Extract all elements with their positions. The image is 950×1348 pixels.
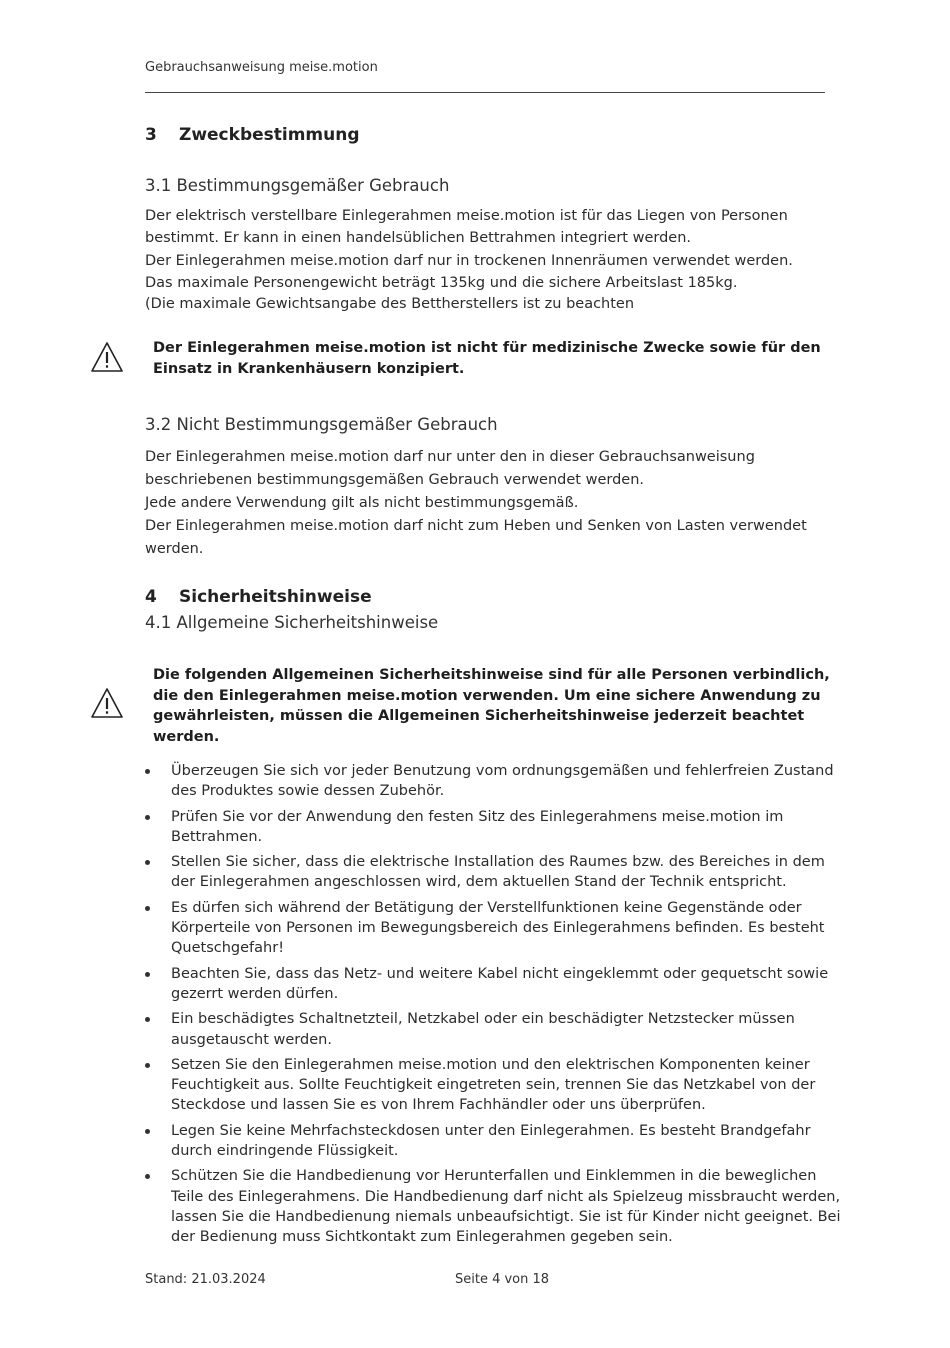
subsection-3-1-body <box>145 206 825 316</box>
section-4-heading <box>145 587 372 607</box>
list-item-text: Legen Sie keine Mehrfachsteckdosen unter den Einlegerahmen. Es besteht Brandgefahr durch eindringende Flüssigkeit. <box>171 1122 811 1160</box>
paragraph-line: Der Einlegerahmen meise.motion darf nicht zum Heben und Senken von Lasten verwendet werden. <box>145 518 807 557</box>
list-item-text: Prüfen Sie vor der Anwendung den festen Sitz des Einlegerahmens meise.motion im Bettrahmen. <box>171 808 784 845</box>
paragraph: Das maximale Personengewicht beträgt 135kg und die sichere Arbeitslast 185kg. <box>145 274 738 291</box>
warning-triangle-icon <box>90 687 124 719</box>
list-item-text: Setzen Sie den Einlegerahmen meise.motion und den elektrischen Komponenten keiner Feuchtigkeit aus. Sollte Feuchtigkeit eingetreten sein, trennen Sie das Netzkabel von der Steckdose und lassen Sie es von Ihrem Fachhändler oder uns überprüfen. <box>171 1056 816 1114</box>
paragraph-line: Jede andere Verwendung gilt als nicht bestimmungsgemäß. <box>145 495 579 511</box>
paragraph: (Die maximale Gewichtsangabe des Bettherstellers ist zu beachten <box>145 296 635 312</box>
bullet-icon <box>145 1063 150 1068</box>
warning-triangle-icon <box>90 341 124 373</box>
subsection-4-1-title: 4.1 Allgemeine Sicherheitshinweise <box>145 613 439 632</box>
header-divider <box>145 92 825 93</box>
list-item <box>145 1009 850 1050</box>
list-item <box>145 1166 850 1247</box>
bullet-icon <box>145 972 150 977</box>
subsection-3-2-body <box>145 446 825 561</box>
section-3-heading <box>145 125 360 145</box>
list-item-text: Beachten Sie, dass das Netz- und weitere Kabel nicht eingeklemmt oder gequetscht sowie gezerrt werden dürfen. <box>171 965 829 1002</box>
bullet-icon <box>145 906 150 911</box>
list-item <box>145 1121 850 1162</box>
bullet-icon <box>145 815 150 820</box>
footer-date: Stand: 21.03.2024 <box>145 1272 266 1287</box>
list-item <box>145 1055 850 1116</box>
warning-medical-use: Der Einlegerahmen meise.motion ist nicht für medizinische Zwecke sowie für den Einsatz in Krankenhäusern konzipiert. <box>153 340 821 377</box>
footer-page-number: Seite 4 von 18 <box>455 1272 550 1287</box>
paragraph: Der elektrisch verstellbare Einlegerahmen meise.motion ist für das Liegen von Personen bestimmt. Er kann in einen handelsüblichen Bettrahmen integriert werden. <box>145 208 788 246</box>
subsection-3-1-title: 3.1 Bestimmungsgemäßer Gebrauch <box>145 176 450 195</box>
list-item-text: Ein beschädigtes Schaltnetzteil, Netzkabel oder ein beschädigter Netzstecker müssen ausgetauscht werden. <box>171 1011 795 1048</box>
bullet-icon <box>145 1129 150 1134</box>
list-item <box>145 761 850 802</box>
section-3-number: 3 <box>145 125 157 145</box>
paragraph-line: Der Einlegerahmen meise.motion darf nur unter den in dieser Gebrauchsanweisung <box>145 449 755 465</box>
safety-instructions-list <box>145 761 850 1253</box>
list-item-text: Schützen Sie die Handbedienung vor Herunterfallen und Einklemmen in die beweglichen Teile des Einlegerahmens. Die Handbedienung darf nicht als Spielzeug missbraucht werden, lassen Sie die Handbedienung niemals unbeaufsichtigt. Sie ist für Kinder nicht geeignet. Bei der Bedienung muss Sichtkontakt zum Einlegerahmen gegeben sein. <box>171 1168 841 1246</box>
list-item-text: Stellen Sie sicher, dass die elektrische Installation des Raumes bzw. des Bereiches in dem der Einlegerahmen angeschlossen wird, dem aktuellen Stand der Technik entspricht. <box>171 854 825 891</box>
bullet-icon <box>145 1017 150 1022</box>
paragraph-line: beschriebenen bestimmungsgemäßen Gebrauch verwendet werden. <box>145 472 644 488</box>
subsection-3-2-title: 3.2 Nicht Bestimmungsgemäßer Gebrauch <box>145 415 498 434</box>
section-3-title: Zweckbestimmung <box>179 125 360 145</box>
list-item <box>145 807 850 848</box>
bullet-icon <box>145 1174 150 1179</box>
bullet-icon <box>145 860 150 865</box>
list-item <box>145 898 850 959</box>
list-item <box>145 852 850 893</box>
list-item <box>145 964 850 1005</box>
section-4-number: 4 <box>145 587 157 607</box>
paragraph: Der Einlegerahmen meise.motion darf nur in trockenen Innenräumen verwendet werden. <box>145 253 793 269</box>
list-item-text: Es dürfen sich während der Betätigung der Verstellfunktionen keine Gegenstände oder Körperteile von Personen im Bewegungsbereich des Einlegerahmens befinden. Es besteht Quetschgefahr! <box>171 899 825 957</box>
warning-general-safety: Die folgenden Allgemeinen Sicherheitshinweise sind für alle Personen verbindlich, die den Einlegerahmen meise.motion verwenden. Um eine sichere Anwendung zu gewährleisten, müssen die Allgemeinen Sicherheitshinweise jederzeit beachtet werden. <box>153 667 830 745</box>
bullet-icon <box>145 769 150 774</box>
section-4-title: Sicherheitshinweise <box>179 587 372 607</box>
list-item-text: Überzeugen Sie sich vor jeder Benutzung vom ordnungsgemäßen und fehlerfreien Zustand des Produktes sowie dessen Zubehör. <box>171 763 834 800</box>
document-header-title: Gebrauchsanweisung meise.motion <box>145 60 378 75</box>
